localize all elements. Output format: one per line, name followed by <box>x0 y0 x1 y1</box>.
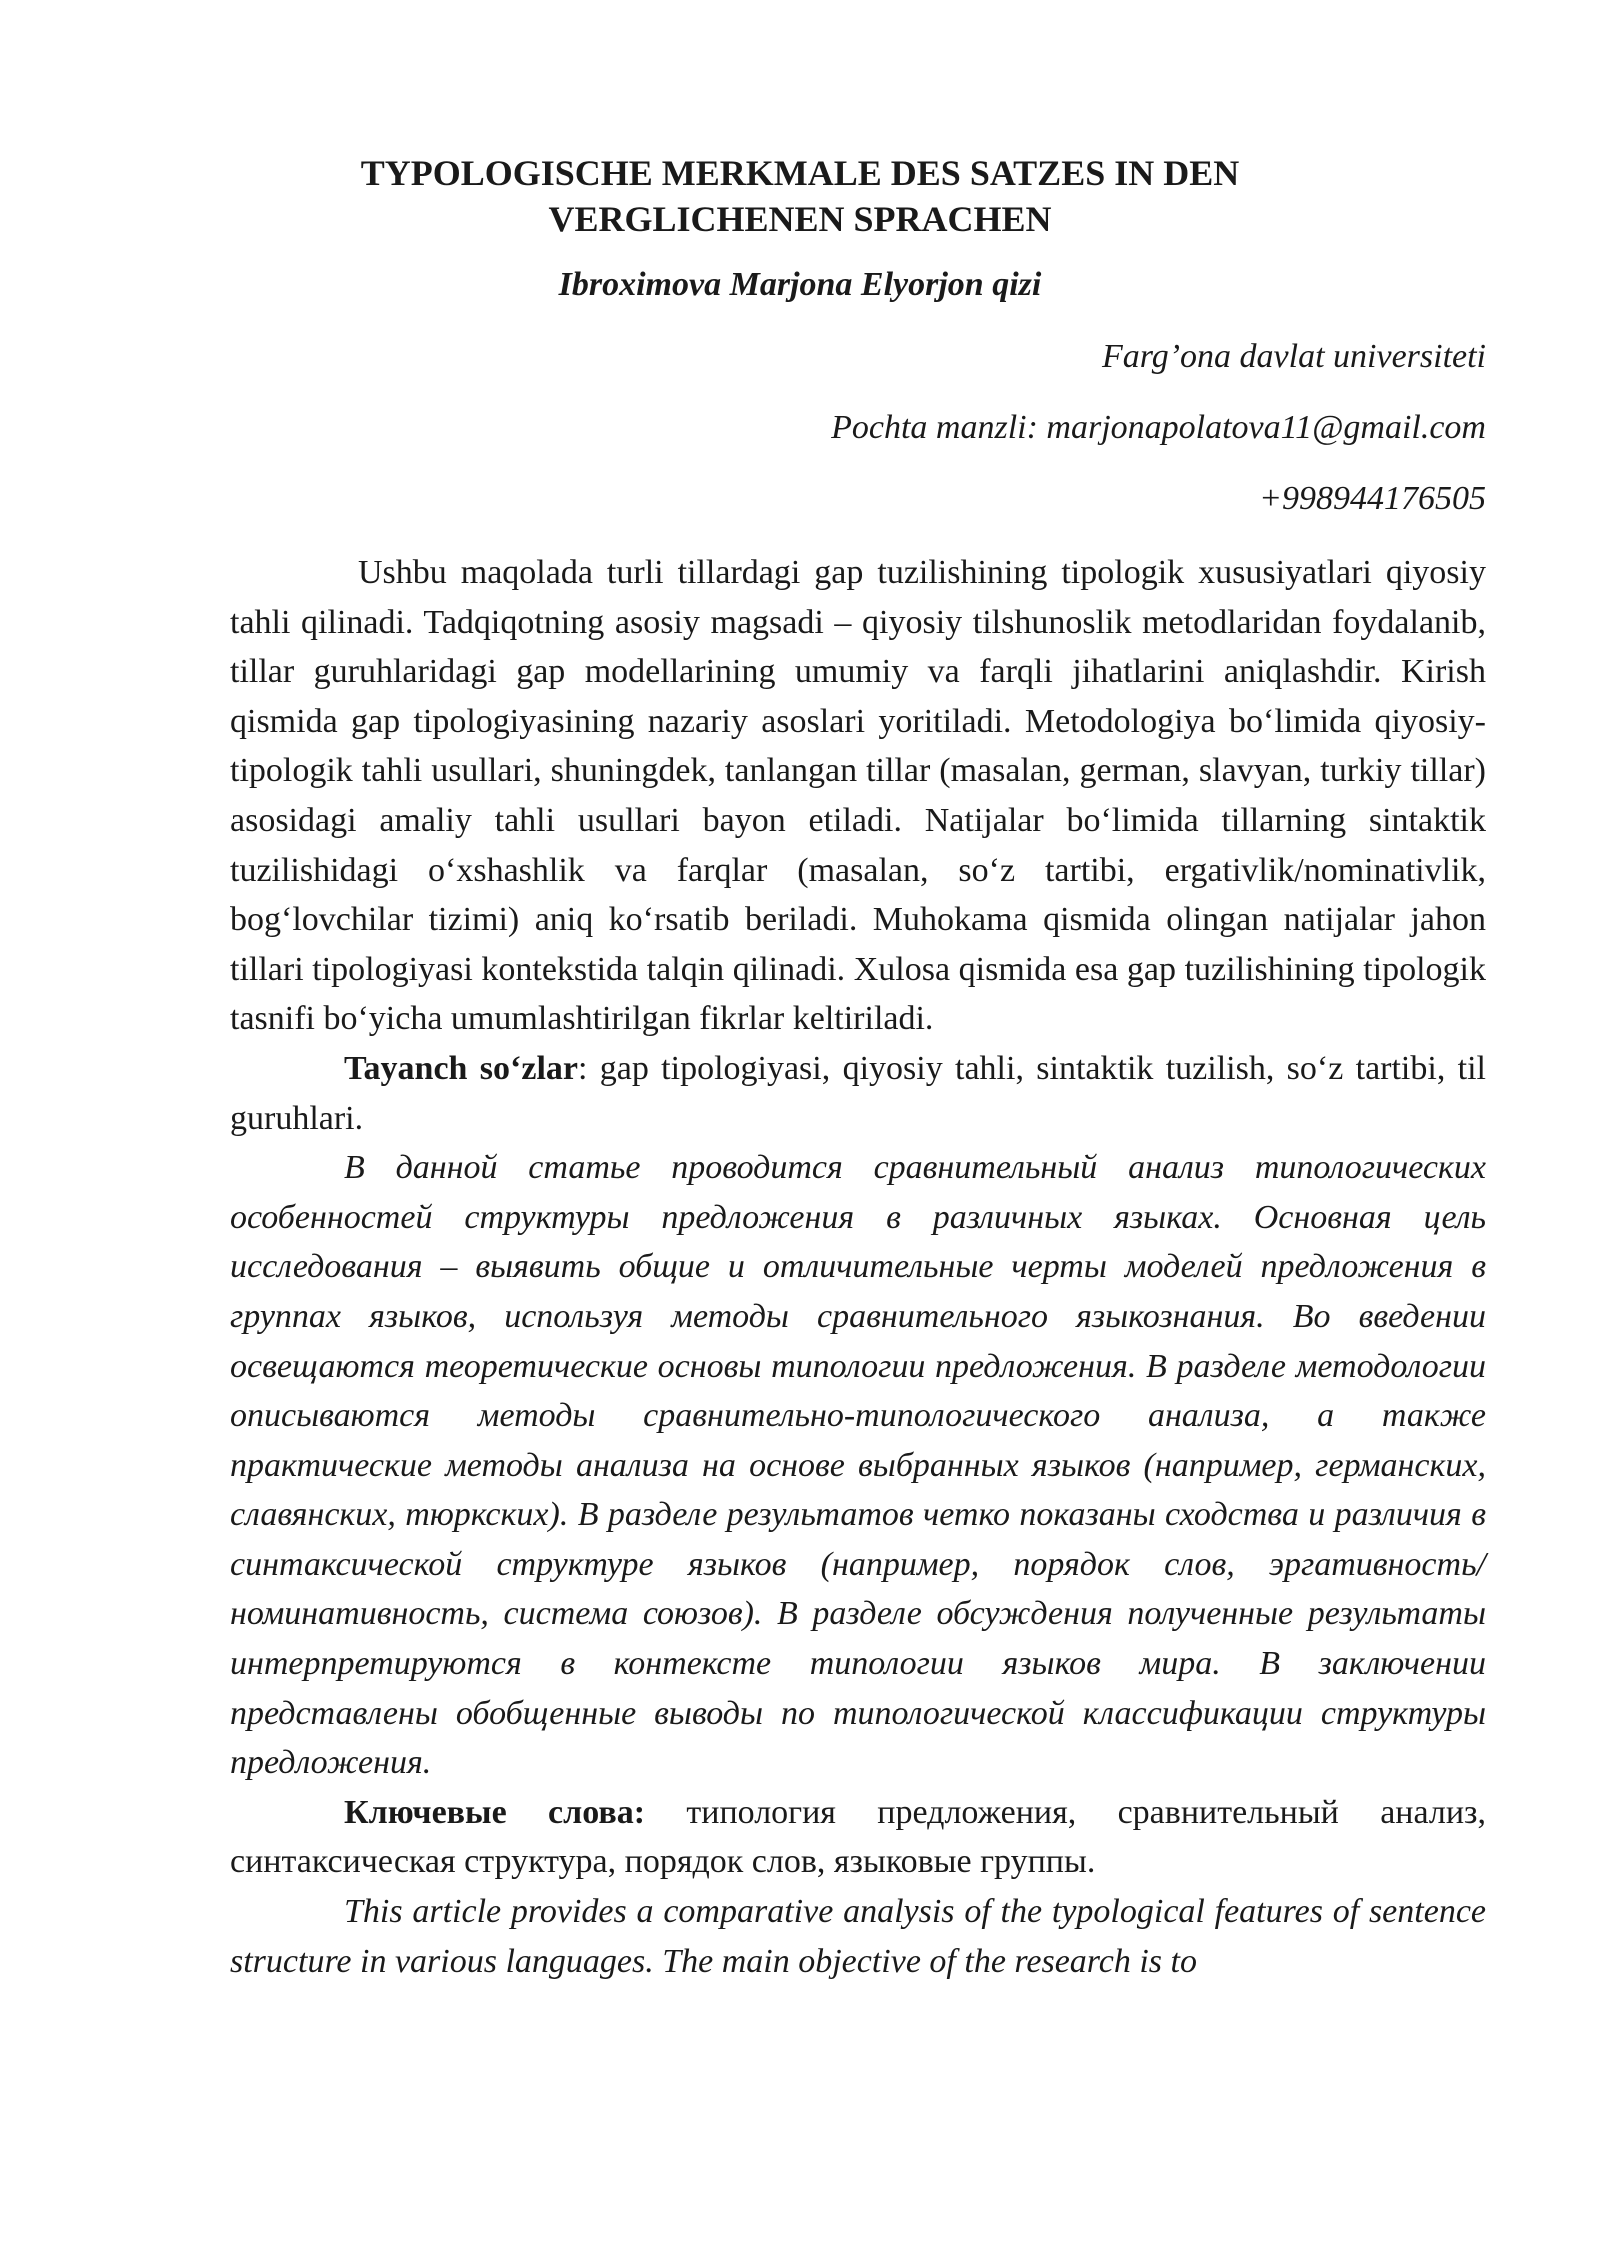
keywords-uzbek <box>230 1044 1486 1143</box>
keywords-russian-label: Ключевые слова: <box>344 1793 646 1831</box>
abstract-english: This article provides a comparative analysis of the typological features of sentence structure in various languages. The main objective of the research is to <box>230 1893 1486 1980</box>
author-affiliation: Farg’ona davlat universiteti <box>1101 338 1486 375</box>
keywords-russian <box>230 1788 1486 1887</box>
paper-title-line-1: TYPOLOGISCHE MERKMALE DES SATZES IN DEN <box>360 153 1240 193</box>
abstract-section <box>230 548 1486 1986</box>
paper-title-line-2: VERGLICHENEN SPRACHEN <box>548 199 1052 239</box>
keywords-uzbek-text: : gap tipologiyasi, qiyosiy tahli, sintaktik tuzilish, so‘z tartibi, til guruhlari. <box>230 1049 1486 1137</box>
author-name: Ibroximova Marjona Elyorjon qizi <box>558 266 1042 303</box>
keywords-uzbek-label: Tayanch so‘zlar <box>344 1049 578 1087</box>
abstract-russian: В данной статье проводится сравнительный анализ типологических особенностей структуры предложения в различных языках. Основная цель исследования – выявить общие и отличительные черты моделей предложения в группах языков, используя методы сравнительного языкознания. Во введении освещаются теоретические основы типологии предложения. В разделе методологии описываются методы сравнительно-типологического анализа, а также практические методы анализа на основе выбранных языков (например, германских, славянских, тюркских). В разделе результатов четко показаны сходства и различия в синтаксической структуре языков (например, порядок слов, эргативность/номинативность, система союзов). В разделе обсуждения полученные результаты интерпретируются в контексте типологии языков мира. В заключении представлены обобщенные выводы по типологической классификации структуры предложения. <box>230 1149 1486 1782</box>
keywords-russian-text: типология предложения, сравнительный анализ, синтаксическая структура, порядок слов, языковые группы. <box>230 1793 1486 1881</box>
author-email: Pochta manzli: marjonapolatova11@gmail.com <box>831 409 1486 446</box>
abstract-uzbek: Ushbu maqolada turli tillardagi gap tuzilishining tipologik xususiyatlari qiyosiy tahli qilinadi. Tadqiqotning asosiy magsadi – qiyosiy tilshunoslik metodlaridan foydalanib, tillar guruhlaridagi gap modellarining umumiy va farqli jihatlarini aniqlashdir. Kirish qismida gap tipologiyasining nazariy asoslari yoritiladi. Metodologiya bo‘limida qiyosiy-tipologik tahli usullari, shuningdek, tanlangan tillar (masalan, german, slavyan, turkiy tillar) asosidagi amaliy tahli usullari bayon etiladi. Natijalar bo‘limida tillarning sintaktik tuzilishidagi o‘xshashlik va farqlar (masalan, so‘z tartibi, ergativlik/nominativlik, bog‘lovchilar tizimi) aniq ko‘rsatib beriladi. Muhokama qismida olingan natijalar jahon tillari tipologiyasi kontekstida talqin qilinadi. Xulosa qismida esa gap tuzilishining tipologik tasnifi bo‘yicha umumlashtirilgan fikrlar keltiriladi. <box>230 554 1486 1038</box>
paper-title <box>230 150 1370 242</box>
author-phone: +998944176505 <box>1259 480 1486 517</box>
